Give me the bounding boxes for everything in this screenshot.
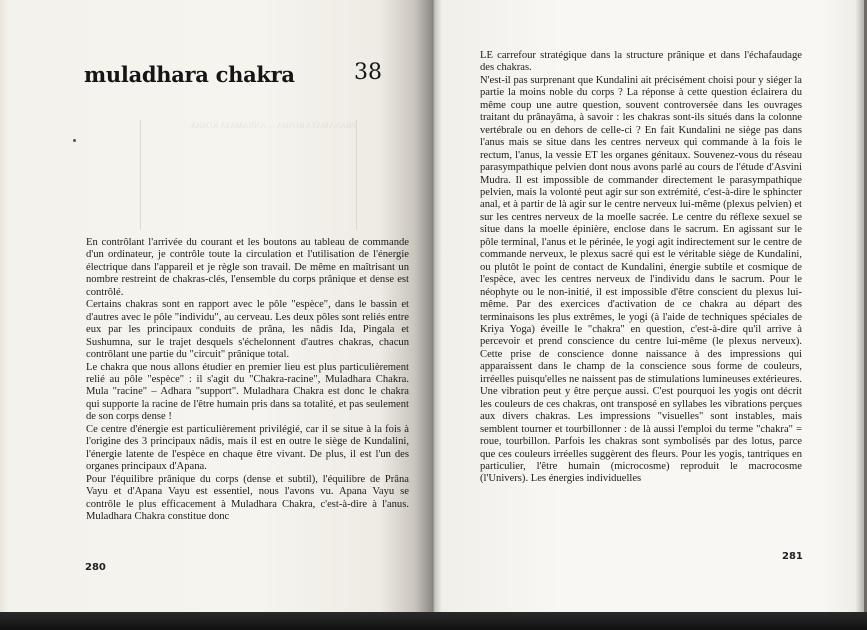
paragraph: Pour l'équilibre prânique du corps (dense et subtil), l'équilibre de Prâna Vayu et d'Apana Vayu est essentiel, nous l'avons vu. Apana Vayu se contrôle le plus efficacement à Muladhara Chakra, c'est-à-dire à l'anus. Muladhara Chakra constitue donc xyxy=(86,473,409,522)
paragraph: LE carrefour stratégique dans la structure prânique et dans l'échafaudage des chakras. xyxy=(480,50,802,74)
scanner-bottom-edge xyxy=(0,612,867,630)
paragraph: Le chakra que nous allons étudier en premier lieu est plus particulièrement relié au pôle "espèce" : il s'agit du "Chakra-racine", Muladhara Chakra. Mula "racine" – Adhara "support". Muladhara Chakra est donc le chakra qui supporte la racine de l'être humain pris dans sa totalité, et pas seulement de son corps dense ! xyxy=(86,361,409,423)
left-page xyxy=(0,0,432,612)
page-number-left: 280 xyxy=(85,562,106,573)
paragraph: N'est-il pas surprenant que Kundalini ait précisément choisi pour y siéger la partie la moins noble du corps ? La réponse à cette question éclairera du même coup une autre question, souvent controversée dans les ouvrages traitant du prânayâma, à savoir : les chakras sont-ils situés dans la colonne vertébrale ou en dehors de celle-ci ? En fait Kundalini ne siège pas dans l'anus mais se situe dans les centres nerveux qui commande à la fois le rectum, l'anus, la vessie ET les organes génitaux. Souvenez-vous du réseau parasympathique pelvien dont nous avons parlé au cours de l'étude d'Asvini Mudra. Il est impossible de commander directement le parasympathique pelvien, mais la volonté peut agir sur son extrémité, c'est-à-dire le sphincter anal, et à partir de là agir sur le centre nerveux lui-même (plexus pelvien) et sur les centres nerveux de la moelle sacrée. Le centre du réflexe sexuel se situe dans la moelle épinière, enclose dans le sacrum. En agissant sur le pôle terminal, l'anus et le périnée, le yogi agit indirectement sur le centre de commande nerveux, le plexus sacré qui est le véritable siège de Kundalini, ou plutôt le point de contact de Kundalini, énergie subtile et cosmique de l'espèce, avec les centres nerveux de l'individu dans le sacrum. Pour le néophyte ou le non-initié, il est impossible d'être conscient du plexus lui-même. Par des exercices d'activation de ce chakra au départ des terminaisons les plus extrêmes, le yogi (à l'aide de techniques spéciales de Kriya Yoga) éveille le "chakra" en question, c'est-à-dire qu'il arrive à percevoir et prend conscience du centre lui-même (le plexus nerveux). Cette prise de conscience donne naissance à des impressions qui apparaissent dans le champ de la conscience sous forme de couleurs, irréelles puisqu'elles ne naissent pas de stimulations lumineuses extérieures. Une vibration peut y être perçue aussi. C'est pourquoi les yogis ont décrit les couleurs de ces chakras, ont transposé en syllabes les vibrations perçues aux divers chakras. Les impressions "visuelles" sont instables, mais semblent tourner et tourbillonner : de là aussi l'emploi du terme "chakra" = roue, tourbillon. Parfois les chakras sont symbolisés par des lotus, parce que ces couleurs irréelles suggèrent des fleurs. Pour les yogis, tantriques en particulier, l'être humain (microcosme) reproduit le macrocosme (l'Univers). Les énergies individuelles xyxy=(480,74,802,485)
chapter-number: 38 xyxy=(354,60,382,85)
chapter-title: muladhara chakra xyxy=(84,62,295,87)
paragraph: En contrôlant l'arrivée du courant et les boutons au tableau de commande d'un ordinateur, je contrôle toute la circulation et l'utilisation de l'énergie électrique dans l'appareil et je règle son travail. De même en maîtrisant un nombre restreint de chakras-clés, l'ensemble du corps prânique et dense est contrôlé. xyxy=(86,237,409,298)
page-number-right: 281 xyxy=(782,551,803,562)
left-page-body xyxy=(86,237,409,523)
bleed-through-text xyxy=(140,120,357,230)
right-page-body xyxy=(480,50,802,486)
paragraph: Ce centre d'énergie est particulièrement privilégié, car il se situe à la fois à l'origine des 3 principaux nâdis, mais il est en outre le siège de Kundalini, l'énergie latente de l'espèce en chaque être vivant. De plus, il est l'un des organes principaux d'Apana. xyxy=(86,423,409,473)
paragraph: Certains chakras sont en rapport avec le pôle "espèce", dans le bassin et d'autres avec le pôle "individu", au cerveau. Les deux pôles sont reliés entre eux par les principaux conduits de prâna, les nâdis Ida, Pingala et Sushumna, sur le trajet desquels s'échelonnent d'autres chakras, chacun contrôlant une partie du "circuit" prânique total. xyxy=(86,299,409,361)
paper-speck xyxy=(73,139,76,142)
right-page xyxy=(432,0,864,612)
bleed-through-heading: PRANAMAYA KOSHA — ANNAMAYA KOSHA xyxy=(190,121,356,130)
